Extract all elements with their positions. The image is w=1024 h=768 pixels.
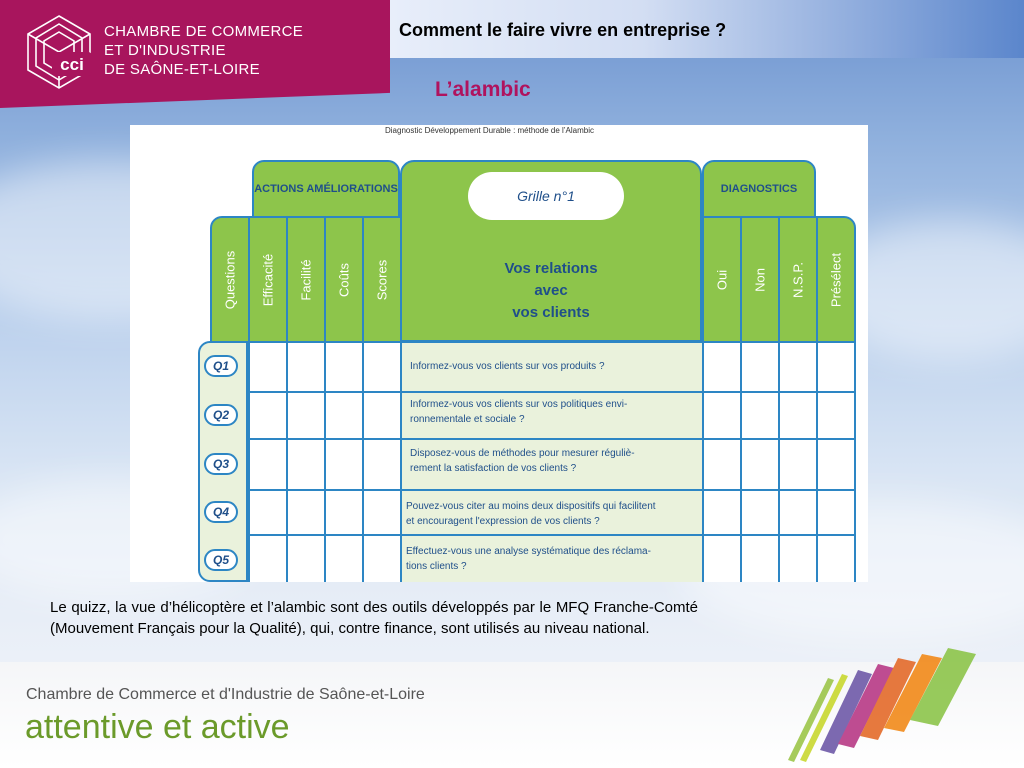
column-header-nsp: N.S.P. <box>778 216 818 343</box>
org-line: DE SAÔNE-ET-LOIRE <box>104 61 260 78</box>
grid-center-block <box>400 160 702 342</box>
decorative-stripes-icon <box>780 640 990 762</box>
slide-title: Comment le faire vivre en entreprise ? <box>399 20 727 40</box>
org-name-block <box>104 22 303 79</box>
question-text: Informez-vous vos clients sur vos produits ? <box>410 361 605 372</box>
question-text: Informez-vous vos clients sur vos politiques envi- ronnementale et sociale ? <box>410 399 628 425</box>
body-paragraph: Le quizz, la vue d’hélicoptère et l’alambic sont des outils développés par le MFQ Franche-Comté (Mouvement Français pour la Qualité), qui, contre finance, sont utilisés au niveau national. <box>50 599 698 637</box>
column-header-non: Non <box>740 216 780 343</box>
question-text: Pouvez-vous citer au moins deux dispositifs qui facilitent et encouragent l'expression de vos clients ? <box>406 501 656 527</box>
grid-caption: Diagnostic Développement Durable : méthode de l’Alambic <box>385 126 594 135</box>
cci-logo-icon <box>24 12 94 92</box>
column-header-scores: Scores <box>362 216 402 343</box>
question-id-badge: Q1 <box>204 355 238 377</box>
slide-subtitle: L’alambic <box>435 78 531 101</box>
question-text: Effectuez-vous une analyse systématique des réclama- tions clients ? <box>406 546 651 572</box>
column-header-efficacite: Efficacité <box>248 216 288 343</box>
grid-number-label: Grille n°1 <box>468 172 624 220</box>
diagnostics-header-label: DIAGNOSTICS <box>720 182 798 195</box>
question-id-badge: Q3 <box>204 453 238 475</box>
column-header-questions: Questions <box>210 216 250 343</box>
footer-tagline: attentive et active <box>25 708 290 746</box>
question-text: Disposez-vous de méthodes pour mesurer réguliè- rement la satisfaction de vos clients ? <box>410 448 635 474</box>
actions-header-label: ACTIONS AMÉLIORATIONS <box>254 182 398 195</box>
logo-text: cci <box>60 55 84 74</box>
actions-header <box>252 160 400 218</box>
grid-center-title: Vos relations avec vos clients <box>504 260 598 321</box>
diagnostics-header <box>702 160 816 218</box>
question-id-badge: Q5 <box>204 549 238 571</box>
footer-org-name: Chambre de Commerce et d'Industrie de Saône-et-Loire <box>26 686 425 703</box>
question-id-badge: Q4 <box>204 501 238 523</box>
column-header-preselect: Présélect <box>816 216 856 343</box>
question-id-badge: Q2 <box>204 404 238 426</box>
org-line: ET D'INDUSTRIE <box>104 42 226 59</box>
column-header-oui: Oui <box>702 216 742 343</box>
org-line: CHAMBRE DE COMMERCE <box>104 23 304 40</box>
column-header-couts: Coûts <box>324 216 364 343</box>
diagnostic-grid <box>130 125 868 582</box>
column-header-facilite: Facilité <box>286 216 326 343</box>
